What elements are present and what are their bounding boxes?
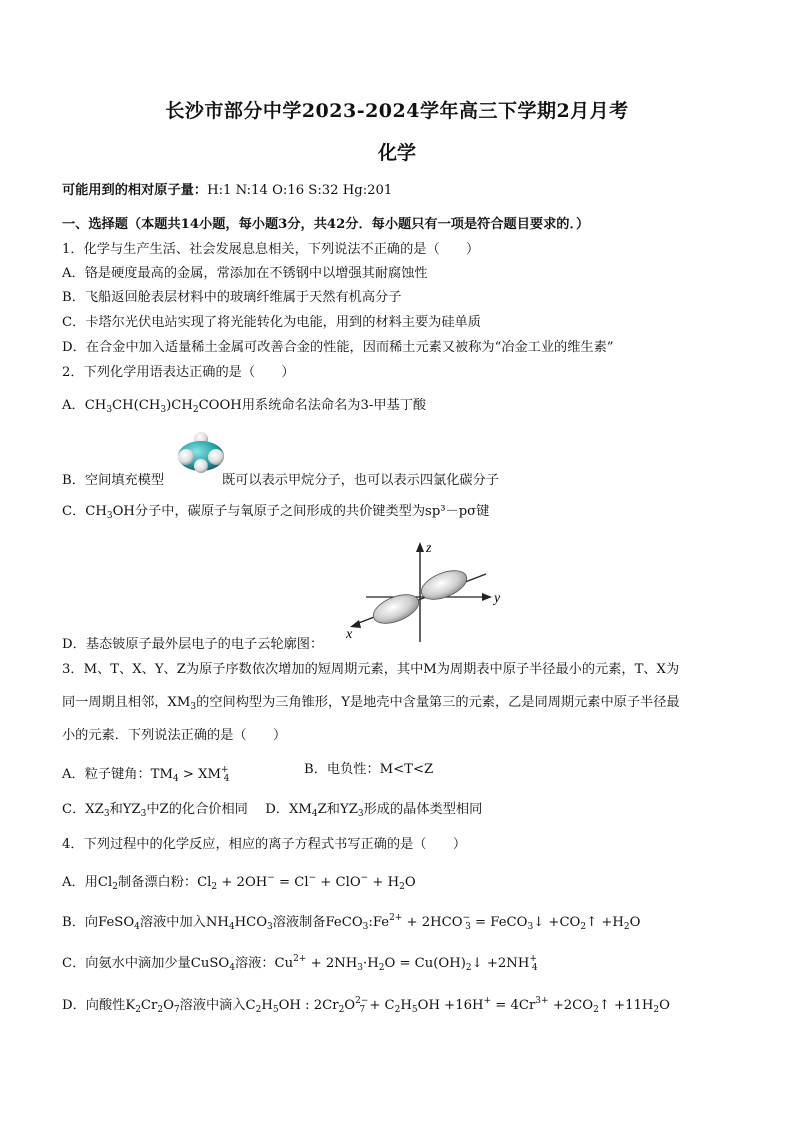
exam-title: 长沙市部分中学2023-2024学年高三下学期2月月考 xyxy=(165,100,629,122)
q2-option-a: A．$CH_3CH(CH_3)CH_2COOH$用系统命名法命名为3-甲基丁酸 xyxy=(62,398,427,415)
q4-option-d: D．向酸性$K_2Cr_2O_7$溶液中滴入$C_2H_5OH$ : $2Cr_2O^{2-}_7 + C_2H_5OH +16H^+ = 4Cr^{3+}$ $+2CO_2↑ +11H_2O$ xyxy=(62,996,670,1015)
atomic-mass-line xyxy=(62,182,392,200)
q4-stem: 4．下列过程中的化学反应，相应的离子方程式书写正确的是（ ） xyxy=(62,837,467,852)
axis-label-x: x xyxy=(346,627,353,642)
q3-option-c-d: C．$XZ_3$和$YZ_3$中Z的化合价相同 D．$XM_4Z$和$YZ_3$形成的晶体类型相同 xyxy=(62,802,483,819)
section1-heading: 一、选择题（本题共14小题，每小题3分，共42分．每小题只有一项是符合题目要求的．） xyxy=(62,217,590,232)
atomic-mass-values: H:1 N:14 O:16 S:32 Hg:201 xyxy=(207,183,393,198)
axis-label-z: z xyxy=(426,541,432,556)
q3-line3: 小的元素．下列说法正确的是（ ） xyxy=(62,728,287,743)
q1-option-c: C．卡塔尔光伏电站实现了将光能转化为电能，用到的材料主要为硅单质 xyxy=(62,315,481,330)
q2-stem: 2．下列化学用语表达正确的是（ ） xyxy=(62,365,295,380)
q1-stem: 1．化学与生产生活、社会发展息息相关，下列说法不正确的是（ ） xyxy=(62,242,480,257)
q1-option-b: B．飞船返回舱表层材料中的玻璃纤维属于天然有机高分子 xyxy=(62,290,402,305)
q1-option-d: D．在合金中加入适量稀土金属可改善合金的性能，因而稀土元素又被称为“冶金工业的维生素” xyxy=(62,340,614,355)
q1-option-a: A．铬是硬度最高的金属，常添加在不锈钢中以增强其耐腐蚀性 xyxy=(62,266,428,281)
q3-line2: 同一周期且相邻，$XM_3$的空间构型为三角锥形，Y是地壳中含量第三的元素，乙是同周期元素中原子半径最 xyxy=(62,695,680,712)
subject-title: 化学 xyxy=(377,142,416,164)
q3-option-b: B．电负性：M<T<Z xyxy=(304,762,434,777)
q2-option-c: C．$CH_3OH$分子中，碳原子与氧原子之间形成的共价键类型为sp³－pσ键 xyxy=(62,504,490,521)
q4-option-c: C．向氨水中滴加少量CuSO$_4$溶液：$Cu^{2+} + 2NH_3\cdot H_2O$ = $Cu(OH)_2↓ +2NH^+_4$ xyxy=(62,954,538,973)
q3-option-a: A．粒子键角：$TM_4 > XM^+_4$ xyxy=(62,765,230,784)
q3-line1: 3．M、T、X、Y、Z为原子序数依次增加的短周期元素，其中M为周期表中原子半径最小的元素，T、X为 xyxy=(62,662,680,677)
q2-option-b: B．空间填充模型 既可以表示甲烷分子，也可以表示四氯化碳分子 xyxy=(62,473,499,488)
q2-option-d: D．基态铍原子最外层电子的电子云轮廓图： xyxy=(62,637,324,652)
space-filling-model-image xyxy=(172,432,230,476)
atomic-mass-label: 可能用到的相对原子量： xyxy=(62,183,208,198)
axis-label-y: y xyxy=(494,591,501,606)
be-orbital-diagram xyxy=(346,540,516,646)
q4-option-a: A．用$Cl_2$制备漂白粉：$Cl_2 + 2OH^- = Cl^- + ClO^- + H_2O$ xyxy=(62,873,416,892)
q4-option-b: B．向FeSO$_4$溶液中加入$NH_4HCO_3$溶液制备$FeCO_3:Fe^{2+} + 2HCO^-_3$ = FeCO$_3$↓ $+CO_2↑ +H_2O$ xyxy=(62,913,641,932)
